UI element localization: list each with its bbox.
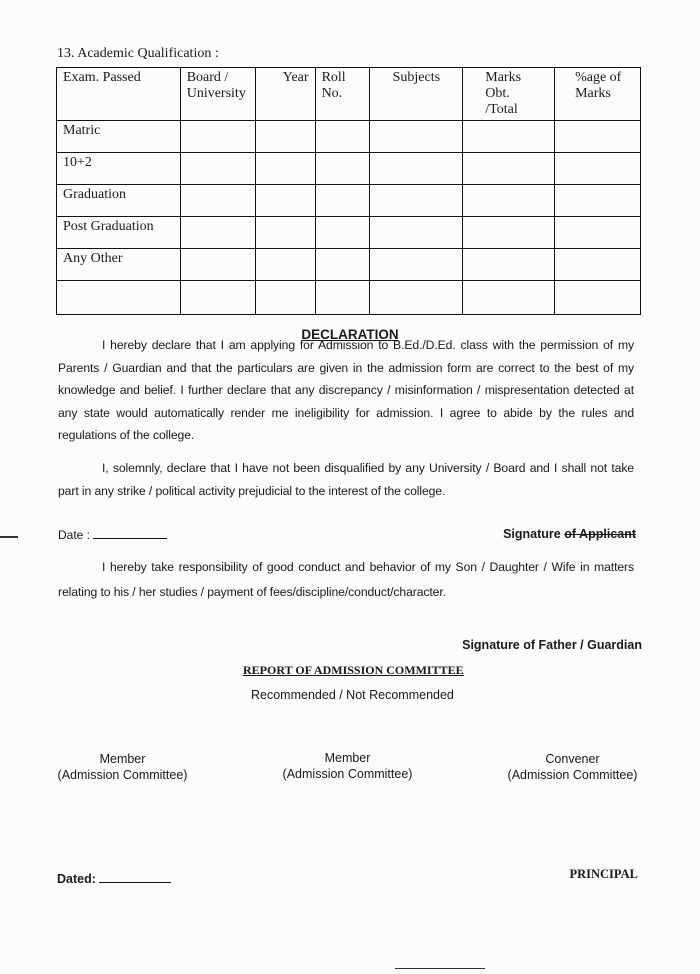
header-roll-no: Roll No. <box>315 68 370 121</box>
percent-cell[interactable] <box>555 185 641 217</box>
signatory-body: (Admission Committee) <box>507 768 638 782</box>
marks-cell[interactable] <box>463 153 555 185</box>
applicant-signature <box>503 527 636 541</box>
exam-cell[interactable] <box>57 281 181 315</box>
header-percentage: %age of Marks <box>555 68 641 121</box>
declaration-heading: DECLARATION <box>301 327 399 342</box>
committee-dated-field <box>57 872 171 886</box>
exam-cell: Any Other <box>57 249 181 281</box>
committee-convener <box>500 751 645 783</box>
subjects-cell[interactable] <box>370 249 463 281</box>
exam-cell: Graduation <box>57 185 181 217</box>
board-cell[interactable] <box>180 121 255 153</box>
marks-cell[interactable] <box>463 185 555 217</box>
year-cell[interactable] <box>255 249 315 281</box>
exam-cell: Post Graduation <box>57 217 181 249</box>
guardian-responsibility-paragraph: I hereby take responsibility of good conduct and behavior of my Son / Daughter / Wife in matters relating to his / her studies / payment of fees/discipline/conduct/character. <box>58 560 634 599</box>
board-cell[interactable] <box>180 217 255 249</box>
board-cell[interactable] <box>180 249 255 281</box>
signatory-role: Convener <box>545 752 600 766</box>
year-cell[interactable] <box>255 281 315 315</box>
header-subjects: Subjects <box>370 68 463 121</box>
marks-cell[interactable] <box>463 121 555 153</box>
table-row-graduation <box>57 185 641 217</box>
signatory-body: (Admission Committee) <box>57 768 188 782</box>
subjects-cell[interactable] <box>370 153 463 185</box>
signatory-role: Member <box>324 751 371 765</box>
table-header-row <box>57 68 641 121</box>
signatory-role: Member <box>99 752 146 766</box>
scan-edge-mark <box>0 536 18 538</box>
roll-cell[interactable] <box>315 185 370 217</box>
committee-member-2 <box>275 750 420 782</box>
signature-label: Signature <box>503 527 561 541</box>
board-cell[interactable] <box>180 281 255 315</box>
header-exam-passed: Exam. Passed <box>57 68 181 121</box>
date-label: Date : <box>58 528 91 542</box>
date-input-line[interactable] <box>93 538 167 539</box>
marks-cell[interactable] <box>463 249 555 281</box>
year-cell[interactable] <box>255 217 315 249</box>
exam-cell: Matric <box>57 121 181 153</box>
roll-cell[interactable] <box>315 249 370 281</box>
header-year: Year <box>255 68 315 121</box>
subjects-cell[interactable] <box>370 281 463 315</box>
marks-cell[interactable] <box>463 281 555 315</box>
year-cell[interactable] <box>255 121 315 153</box>
section-title: 13. Academic Qualification : <box>57 46 219 61</box>
percent-cell[interactable] <box>555 217 641 249</box>
header-marks-obtained: Marks Obt. /Total <box>463 68 555 121</box>
percent-cell[interactable] <box>555 121 641 153</box>
dated-label: Dated: <box>57 872 96 886</box>
principal-label: PRINCIPAL <box>569 867 638 881</box>
committee-report-heading: REPORT OF ADMISSION COMMITTEE <box>243 663 464 677</box>
marks-cell[interactable] <box>463 217 555 249</box>
table-row-matric <box>57 121 641 153</box>
dated-input-line[interactable] <box>99 882 171 883</box>
roll-cell[interactable] <box>315 281 370 315</box>
year-cell[interactable] <box>255 185 315 217</box>
table-row-10-plus-2 <box>57 153 641 185</box>
header-board-university: Board / University <box>180 68 255 121</box>
guardian-signature: Signature of Father / Guardian <box>462 638 642 652</box>
table-row-post-graduation <box>57 217 641 249</box>
committee-member-1 <box>50 751 195 783</box>
roll-cell[interactable] <box>315 121 370 153</box>
signatory-body: (Admission Committee) <box>282 767 413 781</box>
subjects-cell[interactable] <box>370 121 463 153</box>
percent-cell[interactable] <box>555 281 641 315</box>
subjects-cell[interactable] <box>370 185 463 217</box>
declaration-paragraph-2: I, solemnly, declare that I have not been disqualified by any University / Board and I shall not take part in any strike / political activity prejudicial to the interest of the college. <box>58 461 634 498</box>
roll-cell[interactable] <box>315 153 370 185</box>
year-cell[interactable] <box>255 153 315 185</box>
signature-struck-text: of Applicant <box>564 527 636 541</box>
academic-qualification-table <box>56 67 641 315</box>
percent-cell[interactable] <box>555 153 641 185</box>
recommendation-options[interactable]: Recommended / Not Recommended <box>251 688 454 702</box>
table-row-any-other <box>57 249 641 281</box>
exam-cell: 10+2 <box>57 153 181 185</box>
board-cell[interactable] <box>180 153 255 185</box>
subjects-cell[interactable] <box>370 217 463 249</box>
percent-cell[interactable] <box>555 249 641 281</box>
roll-cell[interactable] <box>315 217 370 249</box>
board-cell[interactable] <box>180 185 255 217</box>
table-row-blank <box>57 281 641 315</box>
declaration-paragraph-1: I hereby declare that I am applying for Admission to B.Ed./D.Ed. class with the permission of my Parents / Guardian and that the particulars are given in the admission form are correct to the best of my knowledge and belief. I further declare that any discrepancy / misinformation / mispresentation detected at any state would automatically render me ineligibility for admission. I agree to abide by the rules and regulations of the college. <box>58 338 634 442</box>
scan-edge-mark <box>395 968 485 969</box>
applicant-date-field <box>58 528 167 542</box>
